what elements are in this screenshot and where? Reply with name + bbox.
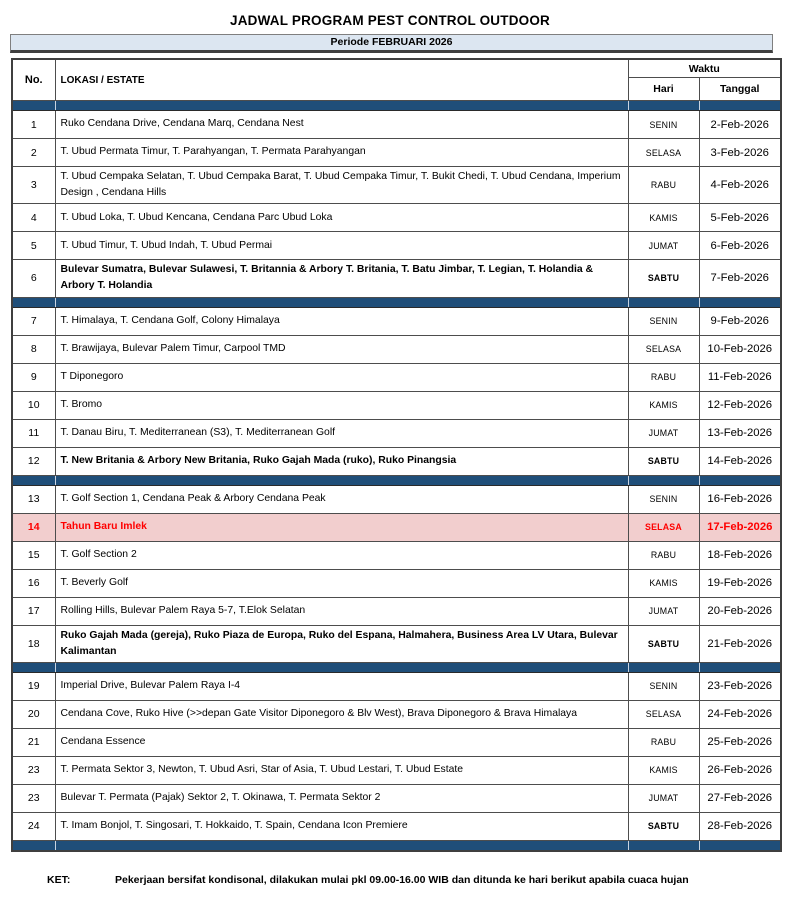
row-number-cell: 16 [12, 569, 55, 597]
row-location-cell: Cendana Essence [55, 728, 628, 756]
column-header-tanggal: Tanggal [699, 78, 781, 101]
table-row [12, 756, 781, 784]
row-date-cell: 18-Feb-2026 [699, 541, 781, 569]
row-location-cell: T. Brawijaya, Bulevar Palem Timur, Carpool TMD [55, 335, 628, 363]
row-number-cell: 15 [12, 541, 55, 569]
row-location-cell: Cendana Cove, Ruko Hive (>>depan Gate Visitor Diponegoro & Blv West), Brava Diponegoro & Brava Himalaya [55, 700, 628, 728]
row-number-cell: 13 [12, 485, 55, 513]
row-number-cell: 4 [12, 204, 55, 232]
column-header-waktu: Waktu [628, 59, 781, 78]
separator-bar-cell [628, 101, 699, 111]
separator-bar-cell [699, 662, 781, 672]
table-row [12, 447, 781, 475]
table-row [12, 363, 781, 391]
row-day-cell: SABTU [628, 812, 699, 840]
row-number-cell: 12 [12, 447, 55, 475]
row-day-cell: SENIN [628, 485, 699, 513]
table-row [12, 335, 781, 363]
row-date-cell: 23-Feb-2026 [699, 672, 781, 700]
table-row [12, 139, 781, 167]
row-date-cell: 28-Feb-2026 [699, 812, 781, 840]
row-number-cell: 23 [12, 784, 55, 812]
row-number-cell: 21 [12, 728, 55, 756]
row-day-cell: SABTU [628, 260, 699, 297]
row-day-cell: SELASA [628, 513, 699, 541]
row-date-cell: 2-Feb-2026 [699, 111, 781, 139]
holiday-row [12, 513, 781, 541]
row-date-cell: 4-Feb-2026 [699, 167, 781, 204]
schedule-table [11, 58, 782, 852]
row-number-cell: 11 [12, 419, 55, 447]
separator-bar-cell [12, 840, 55, 851]
row-location-cell: Ruko Cendana Drive, Cendana Marq, Cendana Nest [55, 111, 628, 139]
row-day-cell: JUMAT [628, 232, 699, 260]
footer-note-label: KET: [47, 873, 71, 886]
separator-bar-cell [628, 662, 699, 672]
row-date-cell: 16-Feb-2026 [699, 485, 781, 513]
row-number-cell: 20 [12, 700, 55, 728]
separator-bar-cell [12, 475, 55, 485]
separator-bar-cell [55, 840, 628, 851]
row-number-cell: 9 [12, 363, 55, 391]
row-day-cell: RABU [628, 541, 699, 569]
row-day-cell: KAMIS [628, 569, 699, 597]
row-location-cell: Ruko Gajah Mada (gereja), Ruko Piaza de Europa, Ruko del Espana, Halmahera, Business Area LV Utara, Bulevar Kalimantan [55, 625, 628, 662]
table-row [12, 672, 781, 700]
separator-bar-cell [12, 297, 55, 307]
row-number-cell: 3 [12, 167, 55, 204]
row-date-cell: 11-Feb-2026 [699, 363, 781, 391]
row-day-cell: RABU [628, 167, 699, 204]
separator-bar-cell [699, 297, 781, 307]
row-location-cell: T. Himalaya, T. Cendana Golf, Colony Himalaya [55, 307, 628, 335]
table-row [12, 541, 781, 569]
row-day-cell: SENIN [628, 111, 699, 139]
row-date-cell: 27-Feb-2026 [699, 784, 781, 812]
table-row [12, 419, 781, 447]
row-number-cell: 23 [12, 756, 55, 784]
row-day-cell: SELASA [628, 139, 699, 167]
row-day-cell: KAMIS [628, 756, 699, 784]
row-location-cell: T. Ubud Permata Timur, T. Parahyangan, T. Permata Parahyangan [55, 139, 628, 167]
table-row [12, 204, 781, 232]
table-row [12, 307, 781, 335]
separator-bar-cell [699, 475, 781, 485]
row-number-cell: 2 [12, 139, 55, 167]
separator-bar-cell [55, 297, 628, 307]
row-number-cell: 5 [12, 232, 55, 260]
row-day-cell: RABU [628, 728, 699, 756]
row-day-cell: SELASA [628, 335, 699, 363]
row-location-cell: T Diponegoro [55, 363, 628, 391]
table-row [12, 167, 781, 204]
separator-bar [12, 297, 781, 307]
footer-note [47, 874, 800, 886]
row-location-cell: Rolling Hills, Bulevar Palem Raya 5-7, T.Elok Selatan [55, 597, 628, 625]
row-location-cell: T. Ubud Loka, T. Ubud Kencana, Cendana Parc Ubud Loka [55, 204, 628, 232]
page-title: JADWAL PROGRAM PEST CONTROL OUTDOOR [229, 13, 550, 28]
row-day-cell: SABTU [628, 447, 699, 475]
row-location-cell: T. Golf Section 2 [55, 541, 628, 569]
row-number-cell: 7 [12, 307, 55, 335]
row-day-cell: JUMAT [628, 784, 699, 812]
row-number-cell: 19 [12, 672, 55, 700]
row-location-cell: T. Ubud Timur, T. Ubud Indah, T. Ubud Permai [55, 232, 628, 260]
row-number-cell: 1 [12, 111, 55, 139]
row-date-cell: 21-Feb-2026 [699, 625, 781, 662]
separator-bar-cell [699, 840, 781, 851]
separator-bar-cell [628, 297, 699, 307]
row-day-cell: JUMAT [628, 419, 699, 447]
row-location-cell: Imperial Drive, Bulevar Palem Raya I-4 [55, 672, 628, 700]
row-location-cell: Bulevar T. Permata (Pajak) Sektor 2, T. Okinawa, T. Permata Sektor 2 [55, 784, 628, 812]
separator-bar [12, 101, 781, 111]
separator-bar [12, 475, 781, 485]
separator-bar-cell [55, 475, 628, 485]
separator-bar-cell [55, 101, 628, 111]
table-row [12, 485, 781, 513]
row-day-cell: KAMIS [628, 391, 699, 419]
table-row [12, 597, 781, 625]
footer-note-text: Pekerjaan bersifat kondisonal, dilakukan mulai pkl 09.00-16.00 WIB dan ditunda ke hari berikut apabila cuaca hujan [115, 873, 689, 886]
table-row [12, 391, 781, 419]
row-date-cell: 6-Feb-2026 [699, 232, 781, 260]
row-date-cell: 9-Feb-2026 [699, 307, 781, 335]
row-date-cell: 24-Feb-2026 [699, 700, 781, 728]
row-location-cell: T. Imam Bonjol, T. Singosari, T. Hokkaido, T. Spain, Cendana Icon Premiere [55, 812, 628, 840]
row-day-cell: SENIN [628, 672, 699, 700]
separator-bar [12, 662, 781, 672]
row-date-cell: 7-Feb-2026 [699, 260, 781, 297]
row-location-cell: T. Permata Sektor 3, Newton, T. Ubud Asri, Star of Asia, T. Ubud Lestari, T. Ubud Estate [55, 756, 628, 784]
schedule-body [12, 101, 781, 851]
row-location-cell: Tahun Baru Imlek [55, 513, 628, 541]
separator-bar-cell [12, 101, 55, 111]
row-number-cell: 17 [12, 597, 55, 625]
column-header-hari: Hari [628, 78, 699, 101]
row-date-cell: 20-Feb-2026 [699, 597, 781, 625]
row-date-cell: 19-Feb-2026 [699, 569, 781, 597]
row-location-cell: T. Ubud Cempaka Selatan, T. Ubud Cempaka Barat, T. Ubud Cempaka Timur, T. Bukit Chedi, T. Ubud Cendana, Imperium Design , Cendana Hills [55, 167, 628, 204]
row-number-cell: 10 [12, 391, 55, 419]
separator-bar-cell [55, 662, 628, 672]
row-date-cell: 14-Feb-2026 [699, 447, 781, 475]
row-day-cell: RABU [628, 363, 699, 391]
row-location-cell: T. Beverly Golf [55, 569, 628, 597]
separator-bar-cell [628, 840, 699, 851]
row-location-cell: Bulevar Sumatra, Bulevar Sulawesi, T. Britannia & Arbory T. Britania, T. Batu Jimbar, T. Legian, T. Holandia & Arbory T. Holandia [55, 260, 628, 297]
row-number-cell: 14 [12, 513, 55, 541]
table-row [12, 111, 781, 139]
row-number-cell: 8 [12, 335, 55, 363]
row-date-cell: 13-Feb-2026 [699, 419, 781, 447]
separator-bar-cell [628, 475, 699, 485]
table-row [12, 784, 781, 812]
row-date-cell: 3-Feb-2026 [699, 139, 781, 167]
row-location-cell: T. Bromo [55, 391, 628, 419]
column-header-lokasi: LOKASI / ESTATE [55, 59, 628, 101]
row-date-cell: 26-Feb-2026 [699, 756, 781, 784]
table-row [12, 625, 781, 662]
row-day-cell: JUMAT [628, 597, 699, 625]
row-date-cell: 12-Feb-2026 [699, 391, 781, 419]
row-date-cell: 10-Feb-2026 [699, 335, 781, 363]
table-row [12, 569, 781, 597]
table-header [12, 59, 781, 101]
period-banner: Periode FEBRUARI 2026 [10, 34, 773, 53]
row-day-cell: SENIN [628, 307, 699, 335]
row-number-cell: 18 [12, 625, 55, 662]
row-location-cell: T. Danau Biru, T. Mediterranean (S3), T. Mediterranean Golf [55, 419, 628, 447]
column-header-no: No. [12, 59, 55, 101]
row-day-cell: KAMIS [628, 204, 699, 232]
separator-bar [12, 840, 781, 851]
row-date-cell: 17-Feb-2026 [699, 513, 781, 541]
row-date-cell: 25-Feb-2026 [699, 728, 781, 756]
table-row [12, 700, 781, 728]
table-row [12, 728, 781, 756]
row-day-cell: SABTU [628, 625, 699, 662]
row-location-cell: T. Golf Section 1, Cendana Peak & Arbory Cendana Peak [55, 485, 628, 513]
table-row [12, 260, 781, 297]
table-row [12, 812, 781, 840]
row-number-cell: 24 [12, 812, 55, 840]
separator-bar-cell [699, 101, 781, 111]
row-location-cell: T. New Britania & Arbory New Britania, Ruko Gajah Mada (ruko), Ruko Pinangsia [55, 447, 628, 475]
row-number-cell: 6 [12, 260, 55, 297]
table-row [12, 232, 781, 260]
separator-bar-cell [12, 662, 55, 672]
row-date-cell: 5-Feb-2026 [699, 204, 781, 232]
row-day-cell: SELASA [628, 700, 699, 728]
